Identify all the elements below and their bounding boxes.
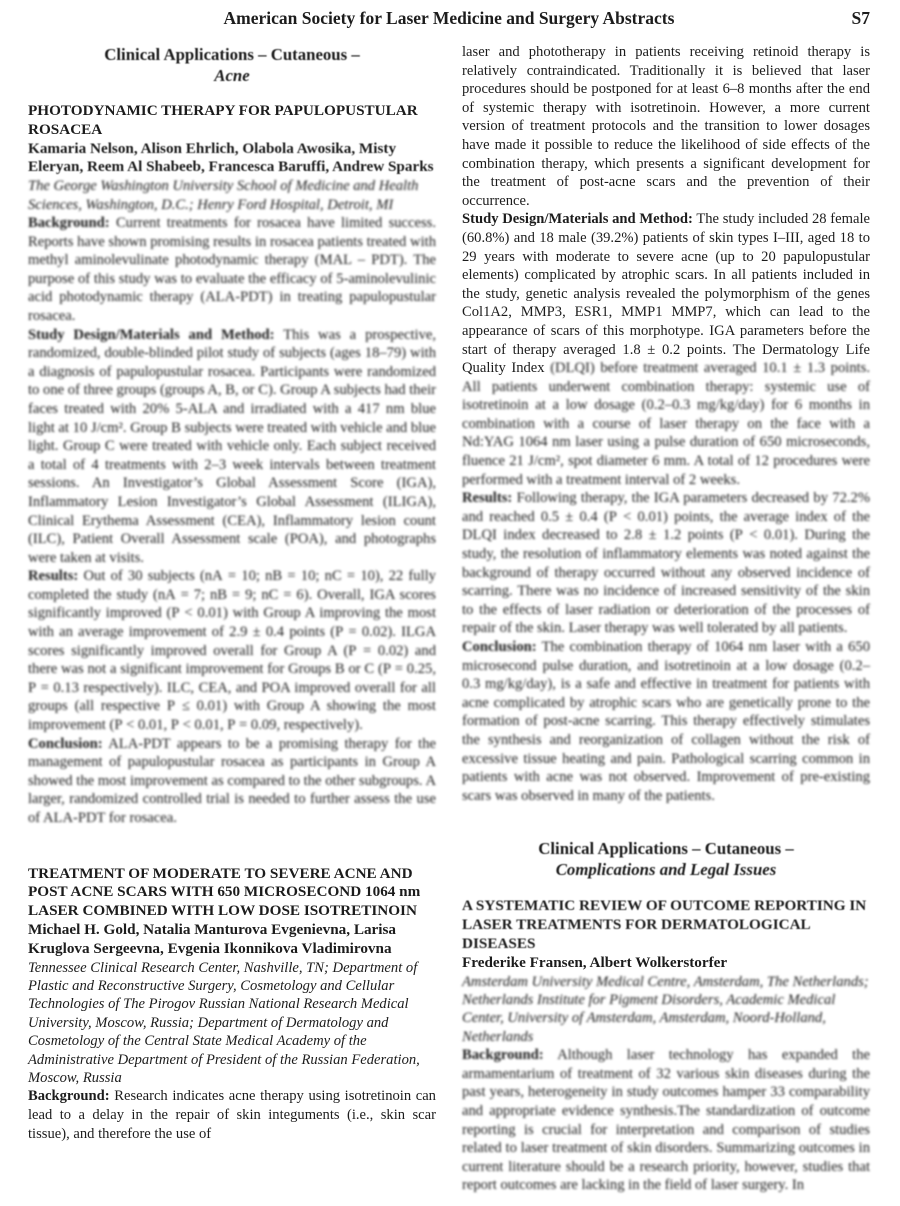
abstract-authors: Kamaria Nelson, Alison Ehrlich, Olabola Awosika, Misty Eleryan, Reem Al Shabeeb, Francesca Baruffi, Andrew Sparks: [28, 139, 434, 176]
abstract-systematic-review: [462, 897, 870, 1195]
section-heading-complications: [462, 839, 870, 880]
results-section: [28, 567, 436, 734]
section-label: Conclusion:: [462, 639, 537, 655]
conclusion-section: [28, 735, 436, 828]
section-text-continued: (DLQI) before treatment averaged 10.1 ± 1.3 points. All patients underwent combination therapy: systemic use of isotretinoin at a low dosage (0.2–0.3 mg/kg/day) for 6 months in combination with a course of laser therapy on the face with a Nd:YAG 1064 nm laser using a pulse duration of 650 microseconds, fluence 21 J/cm², spot diameter 6 mm. A total of 12 procedures were performed with a treatment interval of 2 weeks.: [462, 360, 870, 488]
section-text: Research indicates acne therapy using isotretinoin can lead to a delay in the repair of skin integuments (i.e., skin scar tissue), and therefore the use of: [28, 1088, 436, 1142]
page-header: [28, 7, 870, 29]
page-number: S7: [851, 8, 870, 28]
section-label: Background:: [462, 1047, 544, 1064]
section-text: Although laser technology has expanded the armamentarium of treatment of 32 various skin diseases during the past years, heterogeneity in study outcomes hamper 33 comparability and appropriate evidence synthesis.The standardization of outcome reporting is crucial for interpretation and comparison of studies related to laser treatment of skin disorders. Summarizing outcomes in current literature should be a research priority, however, studies that report outcomes are lacking in the field of laser surgery. In: [462, 1047, 871, 1194]
section-heading-line2: Complications and Legal Issues: [555, 859, 777, 879]
section-heading-acne: [28, 45, 436, 86]
section-text: ALA-PDT appears to be a promising therapy for the management of papulopustular rosacea as participants in Group A showed the most improvement as compared to the other subgroups. A larger, randomized controlled trial is needed to further assess the use of ALA-PDT for rosacea.: [28, 735, 437, 826]
section-label: Study Design/Materials and Method:: [462, 211, 693, 228]
background-section: [28, 1087, 436, 1143]
left-column: [28, 43, 436, 1195]
abstract-authors: Frederike Fransen, Albert Wolkerstorfer: [462, 953, 728, 971]
results-section: [462, 489, 870, 638]
conclusion-section: [462, 638, 870, 805]
abstract-650-microsecond-laser: [28, 865, 436, 1144]
section-label: Conclusion:: [28, 735, 103, 752]
section-label: Results:: [28, 568, 79, 585]
abstract-title: A SYSTEMATIC REVIEW OF OUTCOME REPORTING IN LASER TREATMENTS FOR DERMATOLOGICAL DISEASES: [462, 897, 867, 952]
section-text: Current treatments for rosacea have limited success. Reports have shown promising results in rosacea patients treated with methyl aminolevulinate photodynamic therapy (MAL – PDT). The purpose of this study was to evaluate the efficacy of 5-aminolevulinic acid photodynamic therapy (ALA-PDT) in treating papulopustular rosacea.: [28, 215, 436, 324]
abstract-authors: Michael H. Gold, Natalia Manturova Evgenievna, Larisa Kruglova Sergeevna, Evgenia Ikonnikova Vladimirovna: [28, 920, 397, 957]
section-text: This was a prospective, randomized, double-blinded pilot study of subjects (ages 18–79) with a diagnosis of papulopustular rosacea. Participants were randomized to one of three groups (groups A, B, or C). Group A subjects had their faces treated with 20% 5-ALA and irradiated with a 417 nm blue light at 10 J/cm². Group B subjects were treated with vehicle and blue light. Group C were treated with vehicle only. Each subject received a total of 4 treatments with 2–3 week intervals between treatment sessions. An Investigator’s Global Assessment Score (IGA), Inflammatory Lesion Investigator’s Global Assessment (ILIGA), Clinical Erythema Assessment (CEA), Inflammatory lesion count (ILC), Patient Overall Assessment scale (POA), and photographs were taken at visits.: [28, 326, 437, 566]
section-text: Out of 30 subjects (nA = 10; nB = 10; nC = 10), 22 fully completed the study (nA = 7; nB = 9; nC = 6). Overall, IGA scores significantly improved (P < 0.01) with Group A improving the most with an average improvement of 2.9 ± 0.4 points (P = 0.02). ILGA scores significantly improved overall for Group A (P = 0.02) and there was not a significant improvement for Groups B or C (P = 0.25, P = 0.13 respectively). ILC, CEA, and POA improved overall for all groups (all respective P ≤ 0.01) with Group A showing the most improvement (P < 0.01, P < 0.01, P = 0.09, respectively).: [28, 568, 436, 734]
section-heading-line1: Clinical Applications – Cutaneous –: [538, 839, 794, 859]
abstract-photodynamic-rosacea: [28, 102, 436, 828]
section-text: Following therapy, the IGA parameters decreased by 72.2% and reached 0.5 ± 0.4 (P < 0.01) points, the average index of the DLQI index decreased to 2.8 ± 1.2 points (P < 0.01). During the study, the resolution of inflammatory elements was noted against the background of therapy occurred without any observed incidence of scarring. There was no incidence of increased sensitivity of the skin to the effects of laser radiation or deterioration of the processes of repair of the skin. Laser therapy was well tolerated by all patients.: [462, 490, 870, 637]
section-label: Study Design/Materials and Method:: [28, 326, 275, 343]
section-text: The study included 28 female (60.8%) and 18 male (39.2%) patients of skin types I–III, aged 18 to 29 years with moderate to severe acne (up to 20 papulopustular elements) complicated by atrophic scars. In all patients included in the study, genetic analysis revealed the polymorphism of the genes Col1A2, MMP3, ESR1, MMP1 MMP7, which can lead to the appearance of scars of this morphotype. IGA parameters before the start of therapy averaged 1.8 ± 0.2 points. The Dermatology Life Quality Index: [462, 211, 871, 377]
abstract-title: PHOTODYNAMIC THERAPY FOR PAPULOPUSTULAR ROSACEA: [28, 102, 418, 138]
background-section: [28, 214, 436, 326]
study-design-section: [28, 326, 436, 568]
section-text: The combination therapy of 1064 nm laser with a 650 microsecond pulse duration, and isotretinoin at a low dosage (0.2–0.3 mg/kg/day), is a safe and effective in treatment for patients with acne complicated by atrophic scars who are genetically prone to the formation of post-acne scarring. This therapy effectively stimulates the synthesis and reorganization of collagen without the risk of excessive tissue heating and pain. Pathological scarring common in patients with acne was not observed. Improvement of pre-existing scars was observed in many of the patients.: [462, 639, 871, 804]
background-section: [462, 1046, 870, 1195]
study-design-section: [462, 210, 870, 489]
section-label: Results:: [462, 490, 513, 507]
section-heading-line1: Clinical Applications – Cutaneous –: [104, 45, 360, 64]
abstract-affiliation: The George Washington University School of Medicine and Health Sciences, Washington, D.C.; Henry Ford Hospital, Detroit, MI: [28, 178, 419, 213]
section-label: Background:: [28, 215, 110, 231]
section-label: Background:: [28, 1088, 110, 1105]
journal-header-title: American Society for Laser Medicine and Surgery Abstracts: [223, 8, 675, 28]
abstract-affiliation: Amsterdam University Medical Centre, Amsterdam, The Netherlands; Netherlands Institute for Pigment Disorders, Academic Medical Center, University of Amsterdam, Amsterdam, Noord-Holland, Netherlands: [462, 973, 869, 1045]
abstract-affiliation: Tennessee Clinical Research Center, Nashville, TN; Department of Plastic and Reconstructive Surgery, Cosmetology and Cellular Technologies of The Pirogov Russian National Research Medical University, Moscow, Russia; Department of Dermatology and Cosmetology of the Central State Medical Academy of the Administrative Department of President of the Russian Federation, Moscow, Russia: [28, 959, 420, 1087]
two-column-layout: [28, 43, 870, 1195]
background-continuation: laser and phototherapy in patients receiving retinoid therapy is relatively contraindicated. Traditionally it is believed that laser procedures should be postponed for at least 6–8 months after the end of systemic therapy with isotretinoin. However, a more current version of treatment protocols and the transition to lower dosages have made it possible to reduce the likelihood of side effects of the combination therapy, which presents a significant development for the treatment of post-acne scars and the prevention of their occurrence.: [462, 44, 870, 209]
abstract-title: TREATMENT OF MODERATE TO SEVERE ACNE AND POST ACNE SCARS WITH 650 MICROSECOND 1064 nm LASER COMBINED WITH LOW DOSE ISOTRETINOIN: [28, 864, 421, 920]
right-column: [462, 43, 870, 1195]
section-heading-line2: Acne: [214, 65, 250, 85]
